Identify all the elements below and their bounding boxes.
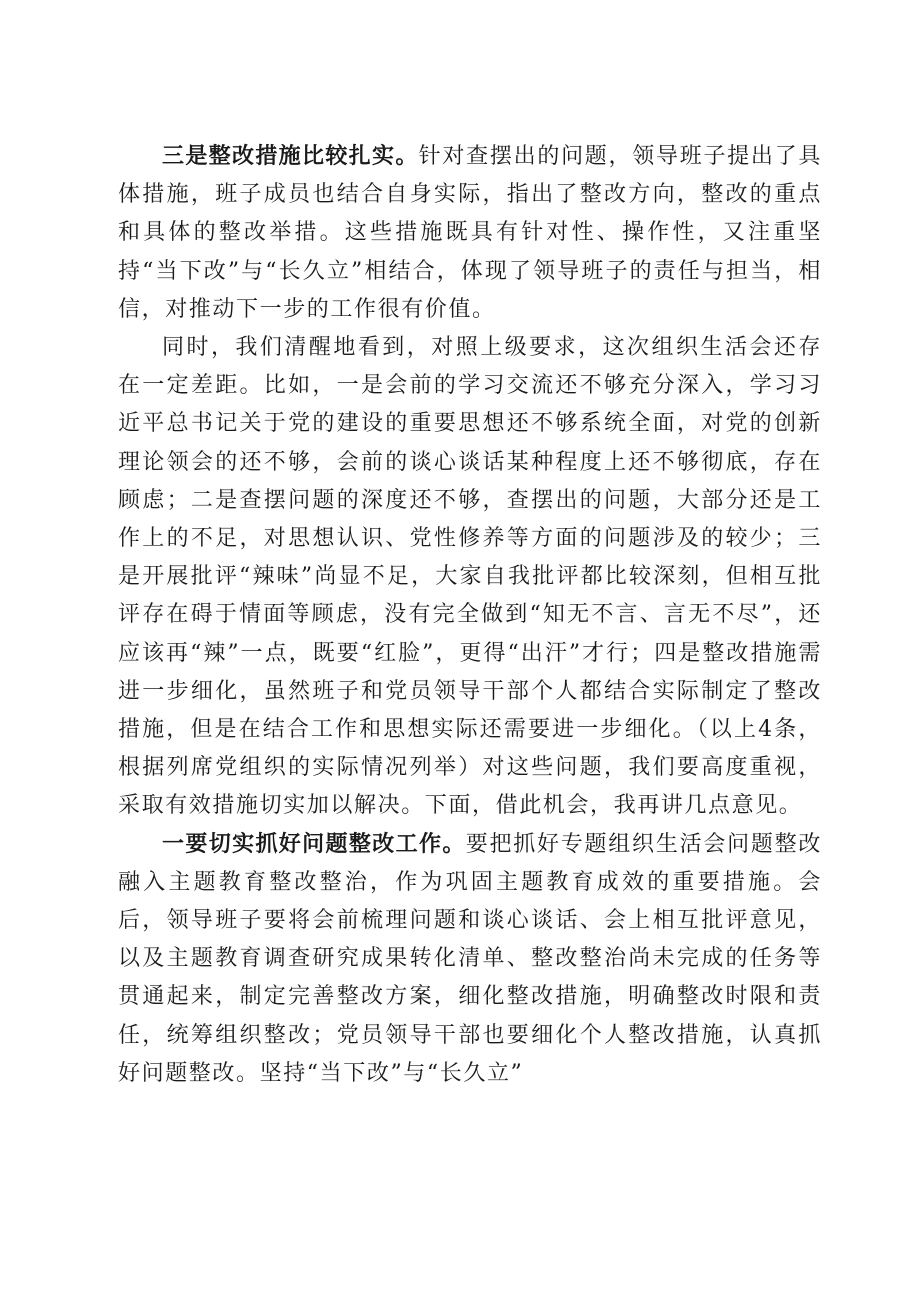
paragraph-rectification-measures xyxy=(118,138,822,329)
paragraph-heading: 三是整改措施比较扎实。 xyxy=(162,144,419,169)
document-body xyxy=(118,138,822,1093)
paragraph-problem-rectification xyxy=(118,826,822,1093)
paragraph-heading: 一要切实抓好问题整改工作。 xyxy=(162,831,466,857)
paragraph-text: 针对查摆出的问题，领导班子提出了具体措施，班子成员也结合自身实际，指出了整改方向，整改的重点和具体的整改举措。这些措施既具有针对性、操作性，又注重坚持“当下改”与“长久立”相结合，体现了领导班子的责任与担当，相信，对推动下一步的工作很有价值。 xyxy=(118,144,823,322)
paragraph-shortcomings xyxy=(118,329,822,826)
paragraph-text: 要把抓好专题组织生活会问题整改融入主题教育整改整治，作为巩固主题教育成效的重要措施。会后，领导班子要将会前梳理问题和谈心谈话、会上相互批评意见，以及主题教育调查研究成果转化清单、整改整治尚未完成的任务等贯通起来，制定完善整改方案，细化整改措施，明确整改时限和责任，统筹组织整改；党员领导干部也要细化个人整改措施，认真抓好问题整改。坚持“当下改”与“长久立” xyxy=(118,831,822,1086)
paragraph-text: 同时，我们清醒地看到，对照上级要求，这次组织生活会还存在一定差距。比如，一是会前的学习交流还不够充分深入，学习习近平总书记关于党的建设的重要思想还不够系统全面，对党的创新理论领会的还不够，会前的谈心谈话某种程度上还不够彻底，存在顾虑；二是查摆问题的深度还不够，查摆出的问题，大部分还是工作上的不足，对思想认识、党性修养等方面的问题涉及的较少；三是开展批评“辣味”尚显不足，大家自我批评都比较深刻，但相互批评存在碍于情面等顾虑，没有完全做到“知无不言、言无不尽”，还应该再“辣”一点，既要“红脸”，更得“出汗”才行；四是整改措施需进一步细化，虽然班子和党员领导干部个人都结合实际制定了整改措施，但是在结合工作和思想实际还需要进一步细化。（以上4条，根据列席党组织的实际情况列举）对这些问题，我们要高度重视，采取有效措施切实加以解决。下面，借此机会，我再讲几点意见。 xyxy=(118,335,822,819)
